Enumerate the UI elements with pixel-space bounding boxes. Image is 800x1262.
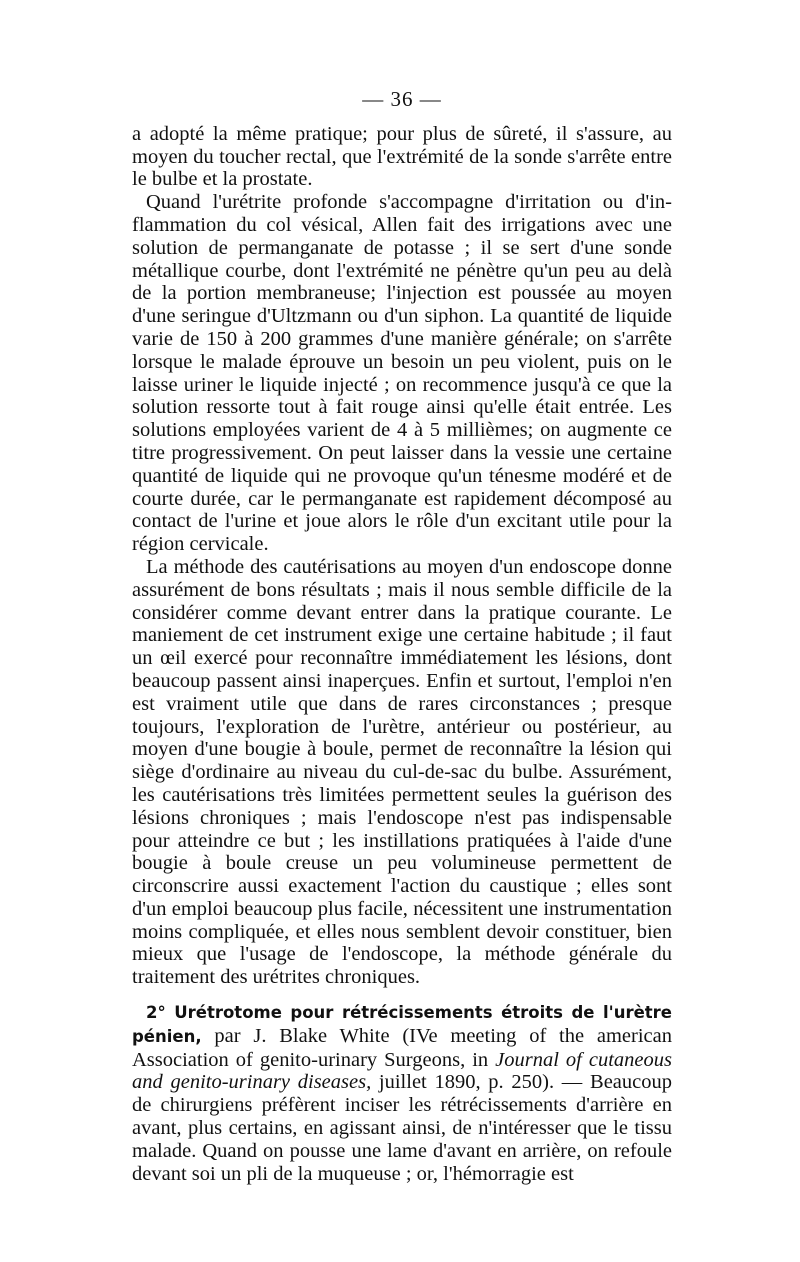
paragraph-allen-irrigation: Quand l'urétrite profonde s'accompagne d'irritation ou d'inflammation du col vésical, Allen fait des irrigations avec une solution de permanganate de potasse ; il se sert d'une sonde métallique courbe, dont l'extrémité ne pénètre qu'un peu au delà de la portion membraneuse; l'injection est poussée au moyen d'une seringue d'Ultzmann ou d'un siphon. La quantité de liquide varie de 150 à 200 grammes d'une manière générale; on s'arrête lorsque le malade éprouve un besoin un peu violent, puis on le laisse uriner le liquide injecté ; on recommence jusqu'à ce que la solution ressorte tout à fait rouge ainsi qu'elle était entrée. Les solutions employées varient de 4 à 5 millièmes; on augmente ce titre progressivement. On peut laisser dans la vessie une certaine quantité de liquide qui ne provoque qu'un ténesme modéré et de courte durée, car le permanganate est rapidement décomposé au contact de l'urine et joue alors le rôle d'un excitant utile pour la région cervicale. — [132, 191, 672, 556]
page-number: — 36 — — [362, 87, 442, 111]
paragraph-endoscope-cauterization: La méthode des cautérisations au moyen d'un endoscope donne assurément de bons résultats ; mais il nous semble difficile de la considérer comme devant entrer dans la pratique courante. Le maniement de cet instrument exige une certaine habitude ; il faut un œil exercé pour reconnaître immédiatement les lésions, dont beaucoup passent ainsi inaperçues. Enfin et surtout, l'emploi n'en est vraiment utile que dans de rares circonstances ; presque toujours, l'exploration de l'urètre, antérieur ou postérieur, au moyen d'une bougie à boule, permet de reconnaître la lésion qui siège d'ordinaire au niveau du cul-de-sac du bulbe. Assurément, les cautérisations très limitées permettent seules la guérison des lésions chroniques ; mais l'endoscope n'est pas indispensable pour atteindre ce but ; les instillations pratiquées à l'aide d'une bougie à boule creuse un peu volumineuse permettent de circonscrire aussi exactement l'action du caustique ; elles sont d'un emploi beaucoup plus facile, nécessitent une instrumentation moins compliquée, et elles nous semblent devoir constituer, bien mieux que l'usage de l'endoscope, la méthode générale du traitement des urétrites chroniques. — [132, 555, 672, 989]
section-heading: 2° Urétrotome pour rétrécissements étroits de l'urètre pénien, — [132, 1003, 672, 1046]
section-byline: par J. Blake White (IVe meeting of the american Association of genito-urinary Surgeons, in — [132, 1024, 672, 1071]
document-page — [132, 88, 672, 1185]
paragraph-continuation: a adopté la même pratique; pour plus de sûreté, il s'assure, au moyen du toucher rectal, que l'extrémité de la sonde s'arrête entre le bulbe et la prostate. — [132, 122, 672, 191]
journal-title: Journal of cutaneous and genito-urinary diseases, — [132, 1048, 672, 1094]
section-urethrotome — [132, 1001, 672, 1185]
section-citation-text: juillet 1890, p. 250). — Beaucoup de chirurgiens préfèrent inciser les rétrécissements d'arrière en avant, plus certains, en agissant ainsi, de n'intéresser que le tissu malade. Quand on pousse une lame d'avant en arrière, on refoule devant soi un pli de la muqueuse ; or, l'hémorragie est — [132, 1071, 672, 1185]
